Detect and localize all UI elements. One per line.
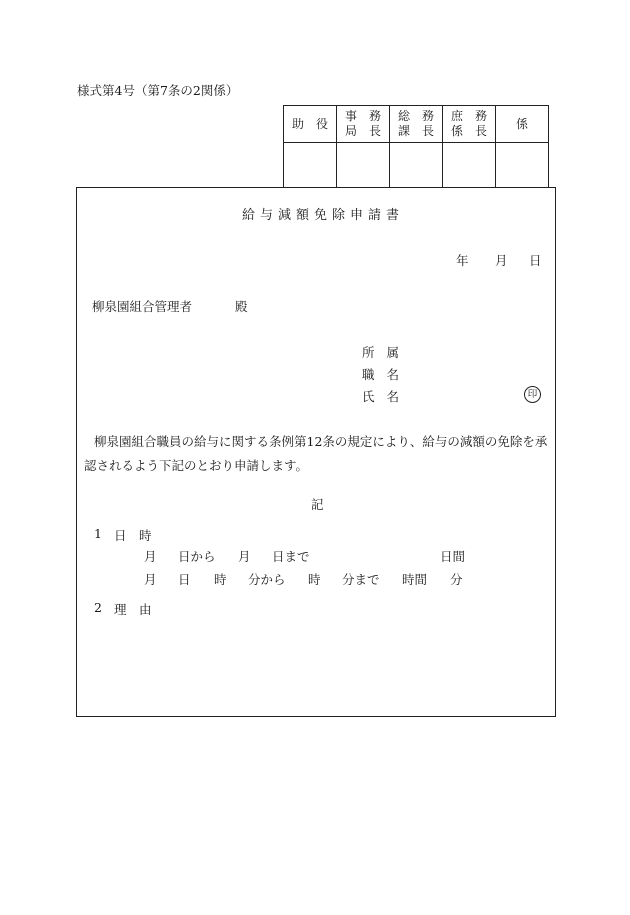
stamp-box[interactable]: [337, 143, 390, 188]
form-number: 様式第4号（第7条の2関係）: [77, 83, 239, 98]
approval-label: 総 務: [397, 109, 434, 123]
date-day-label: 日: [529, 253, 542, 268]
approval-cell-deputy: [284, 106, 337, 143]
stamp-box[interactable]: [496, 143, 549, 188]
ki-heading: 記: [311, 497, 324, 512]
row2-hour-to: 時: [308, 572, 321, 587]
approval-label: 局 長: [344, 124, 381, 138]
position-label: 職名: [362, 367, 412, 382]
row1-days: 日間: [440, 549, 466, 564]
approval-label: 庶 務: [450, 109, 487, 123]
stamp-box[interactable]: [284, 143, 337, 188]
name-label: 氏名: [362, 389, 412, 404]
approval-header-row: [284, 106, 549, 143]
seal-icon: 印: [524, 386, 541, 403]
honorific: 殿: [235, 299, 248, 314]
approval-label: 課 長: [397, 124, 434, 138]
approval-label: 助 役: [291, 116, 328, 131]
section-number-1: 1: [94, 526, 102, 541]
document-title: 給与減額免除申請書: [242, 208, 405, 223]
application-statement: 柳泉園組合職員の給与に関する条例第12条の規定により、給与の減額の免除を承認されるよう下記のとおり申請します。: [84, 434, 548, 473]
approval-label: 係: [515, 116, 528, 131]
row2-min-from: 分から: [248, 572, 286, 587]
affiliation-label: 所属: [362, 345, 412, 360]
approval-cell-section-chief: [443, 106, 496, 143]
addressee: 柳泉園組合管理者: [92, 299, 193, 314]
reason-label: 理 由: [114, 602, 152, 617]
row1-month: 月: [144, 549, 157, 564]
approval-stamp-row: [284, 143, 549, 188]
row2-hours: 時間: [402, 572, 428, 587]
row2-minutes: 分: [450, 572, 463, 587]
row2-day: 日: [178, 572, 191, 587]
approval-label: 係 長: [450, 124, 487, 138]
row1-month-to: 月: [238, 549, 251, 564]
datetime-label: 日 時: [114, 528, 152, 543]
date-year-label: 年: [456, 253, 469, 268]
date-month-label: 月: [495, 253, 508, 268]
section-number-2: 2: [94, 600, 102, 615]
row2-min-to: 分まで: [342, 572, 380, 587]
row2-month: 月: [144, 572, 157, 587]
approval-cell-secretariat-chief: [337, 106, 390, 143]
stamp-box[interactable]: [443, 143, 496, 188]
approval-stamp-table: [283, 105, 549, 188]
row1-day-from: 日から: [178, 549, 216, 564]
approval-label: 事 務: [344, 109, 381, 123]
row2-hour: 時: [214, 572, 227, 587]
approval-cell-staff: [496, 106, 549, 143]
row1-day-to: 日まで: [272, 549, 310, 564]
stamp-box[interactable]: [390, 143, 443, 188]
approval-cell-general-affairs-chief: [390, 106, 443, 143]
